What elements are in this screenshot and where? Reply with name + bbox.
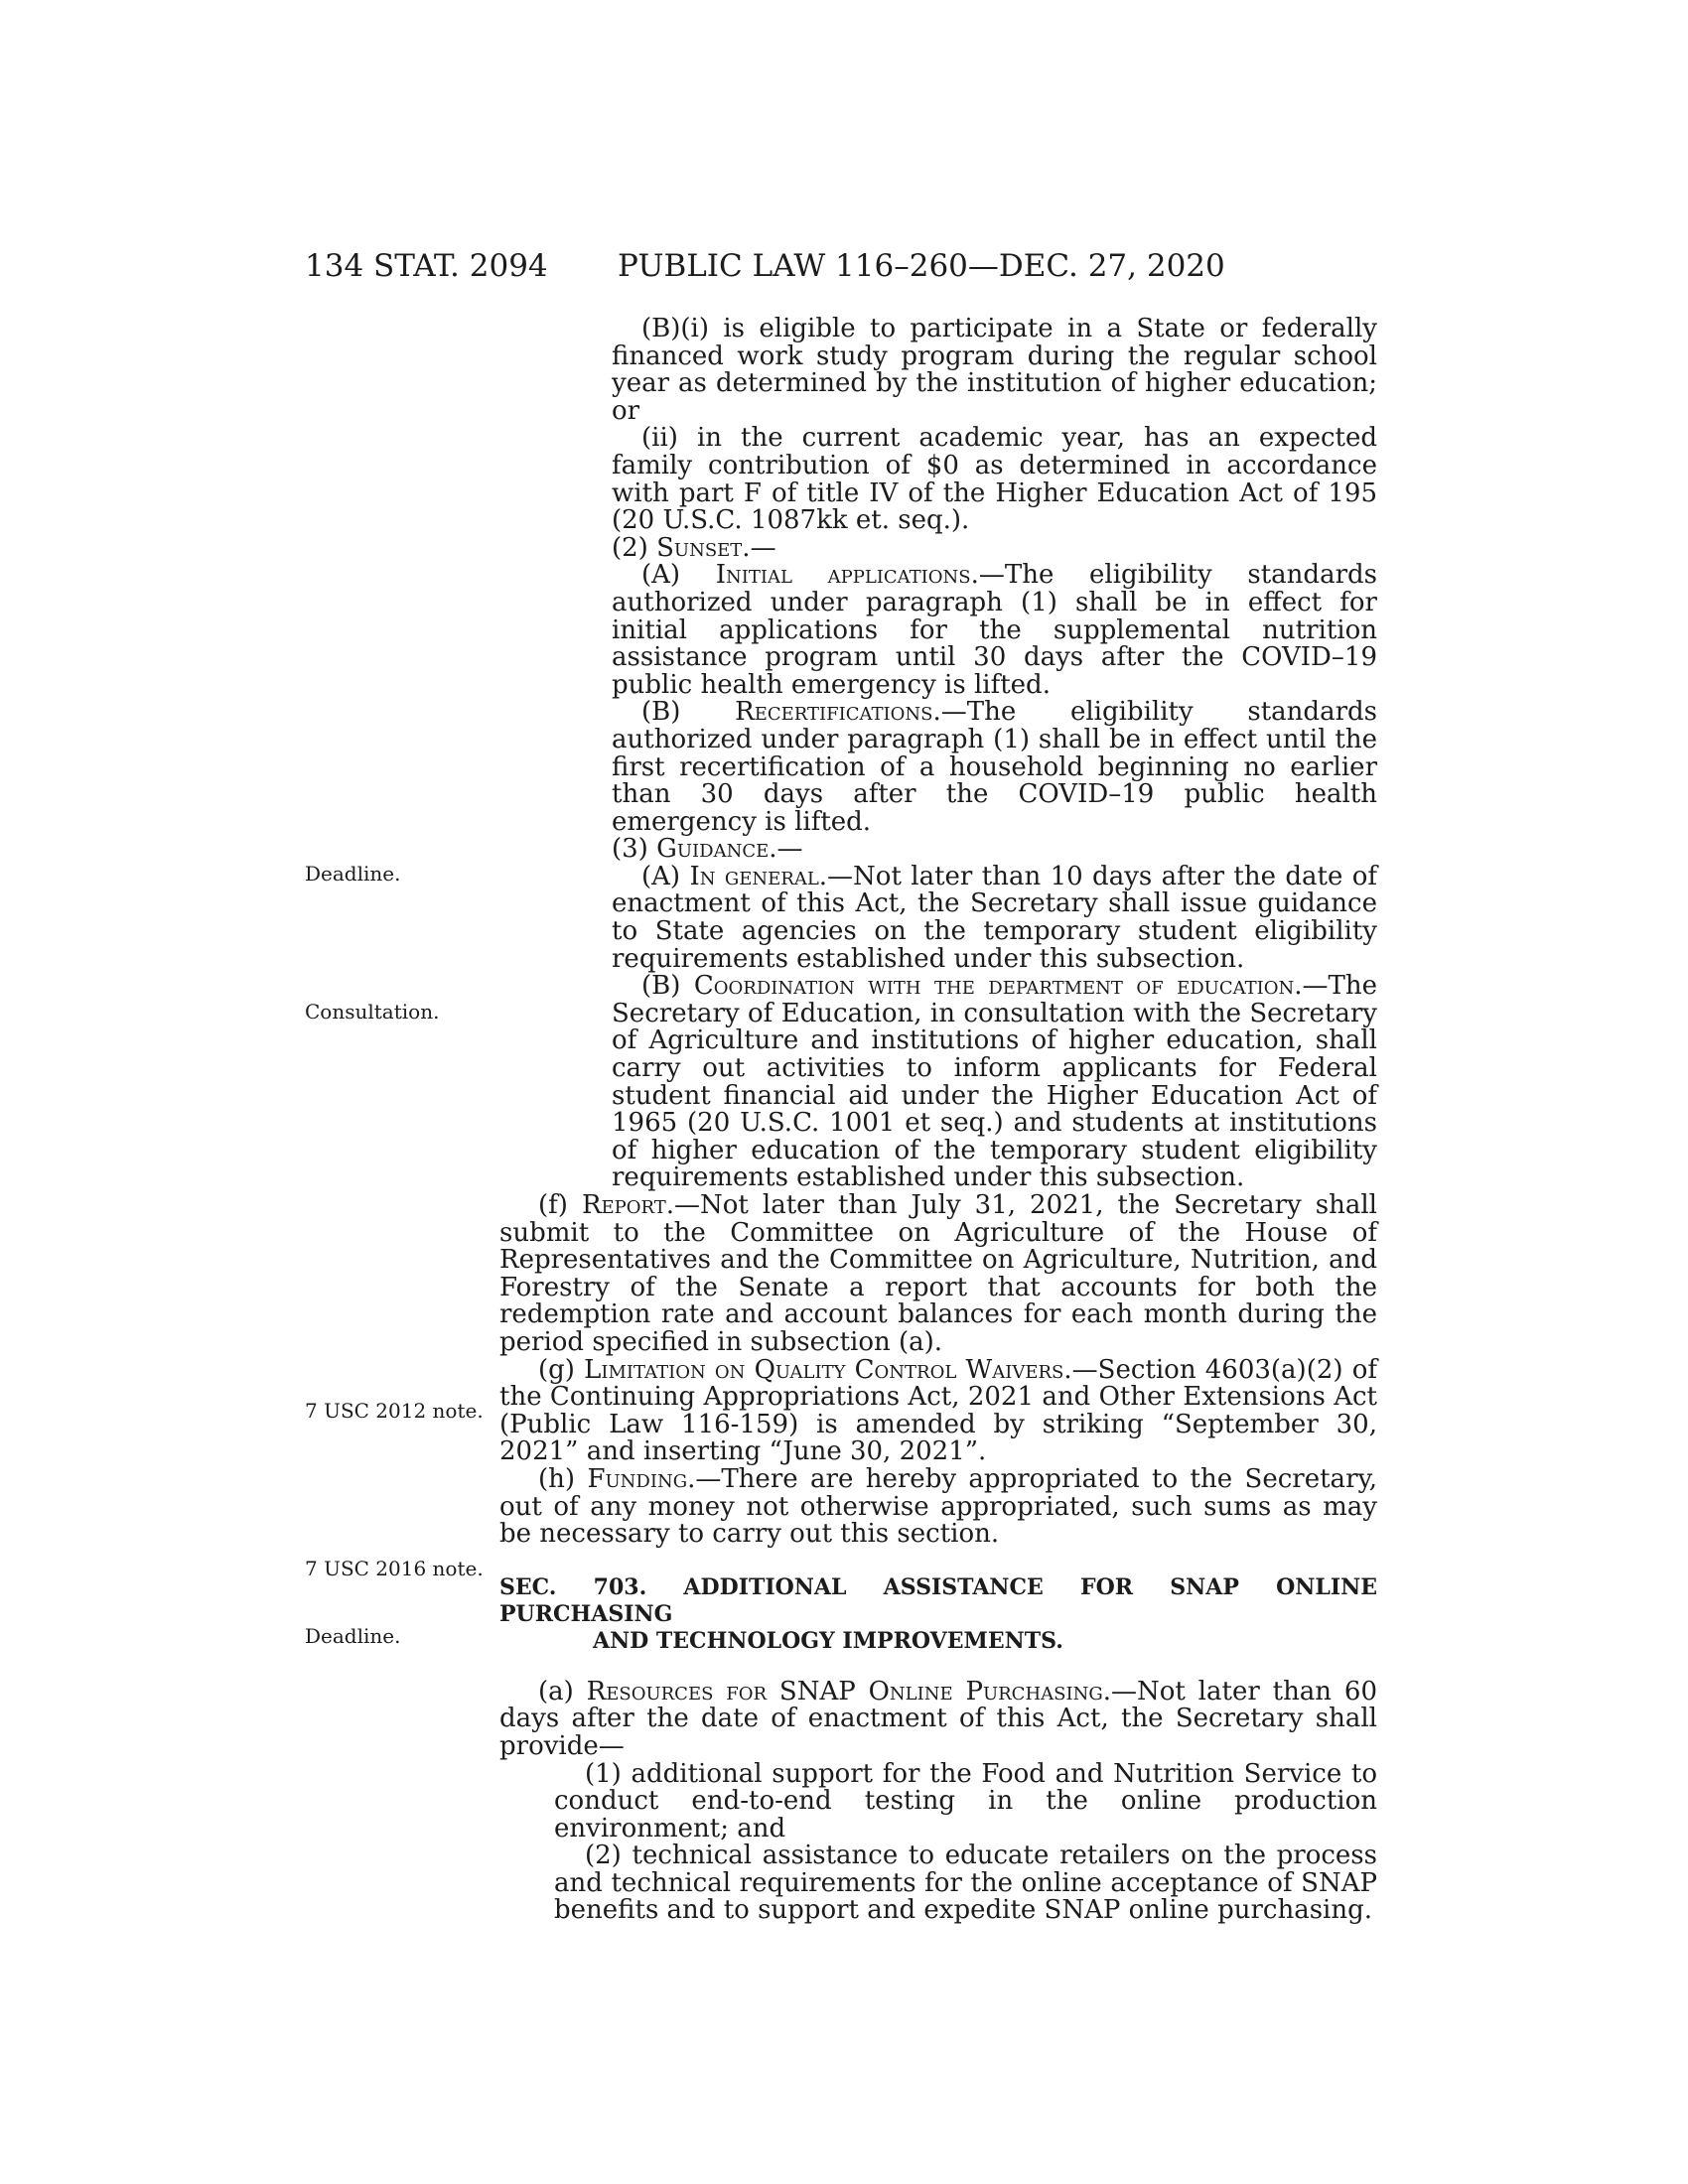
margin-note-usc-2012: 7 USC 2012 note. (305, 1399, 484, 1423)
subparagraph-initial-applications: (A) Initial applications.—The eligibility standards authorized under paragraph (1) shall be in effect for initial applications for the supplemental nutrition assistance program until 30 days after the COVID–19 public health emergency is lifted. (612, 560, 1377, 700)
subsection-h-funding: (h) Funding.—There are hereby appropriated to the Secretary, out of any money not otherwise appropriated, such sums as may be necessary to carry out this section. (499, 1463, 1377, 1550)
running-header-title: PUBLIC LAW 116–260—DEC. 27, 2020 (618, 248, 1225, 284)
subparagraph-recertifications: (B) Recertifications.—The eligibility standards authorized under paragraph (1) shall be in effect until the first recertification of a household beginning no earlier than 30 days after the COVID–19 public health emergency is lifted. (612, 697, 1377, 837)
subsection-f-report: (f) Report.—Not later than July 31, 2021, the Secretary shall submit to the Committee on Agriculture of the House of Representatives and the Committee on Agriculture, Nutrition, and Forestry of the Senate a report that accounts for both the redemption rate and account balances for each month during the period specified in subsection (a). (499, 1190, 1377, 1357)
paragraph-1-support: (1) additional support for the Food and Nutrition Service to conduct end-to-end testing in the online production environment; and (554, 1758, 1377, 1843)
margin-note-deadline-2: Deadline. (305, 1624, 401, 1648)
margin-note-deadline: Deadline. (305, 862, 401, 886)
clause-b-i: (B)(i) is eligible to participate in a State or federally financed work study program during the regular school year as determined by the institution of higher education; or (612, 314, 1377, 426)
margin-note-usc-2016: 7 USC 2016 note. (305, 1557, 484, 1580)
section-heading-line-2: AND TECHNOLOGY IMPROVEMENTS. (593, 1627, 1063, 1654)
section-703-heading (499, 1574, 1377, 1655)
subparagraph-in-general: (A) In general.—Not later than 10 days after the date of enactment of this Act, the Secretary shall issue guidance to State agencies on the temporary student eligibility requirements established under this subsection. (612, 861, 1377, 974)
margin-note-consultation: Consultation. (305, 1000, 440, 1024)
paragraph-2-technical-assistance: (2) technical assistance to educate retailers on the process and technical requirements for the online acceptance of SNAP benefits and to support and expedite SNAP online purchasing. (554, 1841, 1377, 1926)
subparagraph-coordination: (B) Coordination with the department of education.—The Secretary of Education, in consultation with the Secretary of Agriculture and institutions of higher education, shall carry out activities to inform applicants for Federal student financial aid under the Higher Education Act of 1965 (20 U.S.C. 1001 et seq.) and students at institutions of higher education of the temporary student eligibility requirements established under this subsection. (612, 971, 1377, 1193)
paragraph-sunset: (2) Sunset.— (612, 532, 776, 563)
subsection-g-limitation: (g) Limitation on Quality Control Waivers.—Section 4603(a)(2) of the Continuing Appropriations Act, 2021 and Other Extensions Act (Public Law 116-159) is amended by striking “September 30, 2021” and inserting “June 30, 2021”. (499, 1354, 1377, 1467)
section-heading-line-1: SEC. 703. ADDITIONAL ASSISTANCE FOR SNAP ONLINE PURCHASING (499, 1573, 1377, 1627)
statute-body (499, 316, 1377, 1925)
clause-b-ii: (ii) in the current academic year, has an expected family contribution of $0 as determined in accordance with part F of title IV of the Higher Education Act of 195 (20 U.S.C. 1087kk et. seq.). (612, 423, 1377, 536)
paragraph-guidance: (3) Guidance.— (612, 834, 803, 865)
subsection-a-resources: (a) Resources for SNAP Online Purchasing.—Not later than 60 days after the date of enactment of this Act, the Secretary shall provide— (499, 1676, 1377, 1761)
statute-page-number: 134 STAT. 2094 (305, 248, 548, 284)
